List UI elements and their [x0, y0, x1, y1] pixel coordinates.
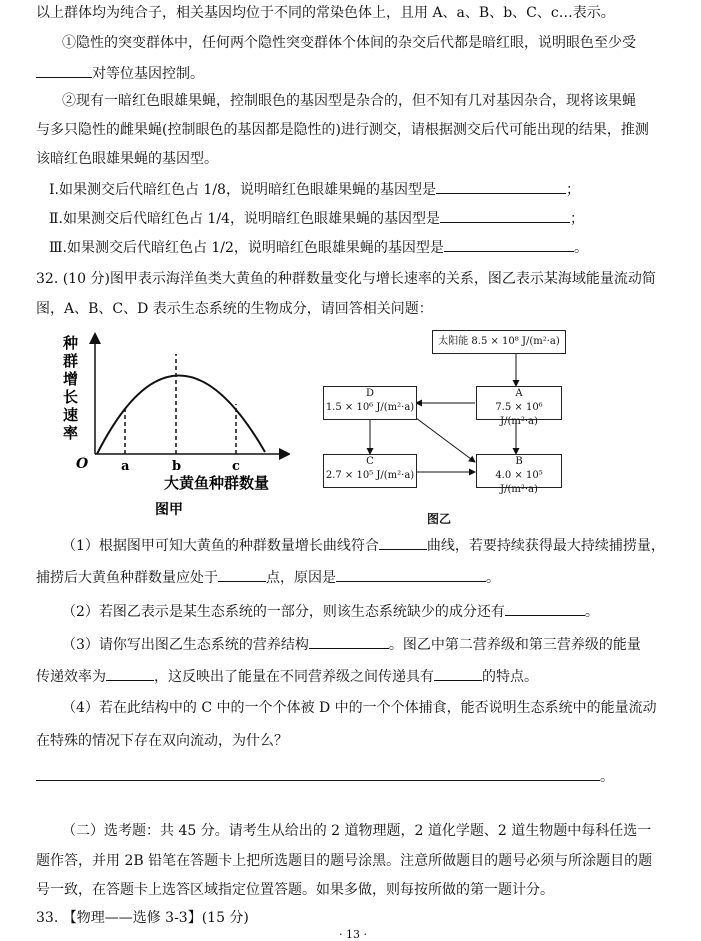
- sub-question-3: 传递效率为 ，这反映出了能量在不同营养级之间传递具有 的特点。: [36, 666, 538, 686]
- box-sun: 太阳能 8.5 × 10⁸ J/(m²·a): [432, 330, 566, 354]
- svg-text:率: 率: [63, 424, 79, 442]
- tick-c: c: [232, 459, 240, 474]
- answer-blank[interactable]: [434, 666, 482, 681]
- figure-jia: [60, 328, 290, 518]
- text-line: 与多只隐性的雌果蝇(控制眼色的基因都是隐性的)进行测交，请根据测交后代可能出现的结果，推测: [36, 122, 649, 138]
- answer-blank[interactable]: [309, 634, 389, 649]
- sub-question-1: （1）根据图甲可知大黄鱼的种群数量增长曲线符合 曲线，若要持续获得最大持续捕捞量，: [62, 535, 665, 555]
- svg-text:速: 速: [63, 406, 79, 424]
- growth-rate-chart: [60, 328, 290, 518]
- text-line: Ⅱ.如果测交后代暗红色占 1/4，说明暗红色眼雄果蝇的基因型是 ；: [49, 208, 584, 228]
- origin-label: O: [76, 456, 89, 472]
- figure-caption: 图甲: [155, 502, 183, 518]
- text-line: Ⅲ.如果测交后代暗红色占 1/2，说明暗红色眼雄果蝇的基因型是 。: [49, 237, 588, 257]
- svg-text:增: 增: [63, 370, 79, 388]
- answer-blank[interactable]: [440, 208, 570, 223]
- box-C: C 2.7 × 10⁵ J/(m²·a): [323, 454, 417, 488]
- page-number: · 13 ·: [339, 928, 367, 941]
- tick-b: b: [172, 459, 182, 474]
- box-D: D 1.5 × 10⁶ J/(m²·a): [323, 386, 417, 420]
- growth-curve: [97, 375, 265, 454]
- section-text: 题作答，并用 2B 铅笔在答题卡上把所选题目的题号涂黑。注意所做题目的题号必须与所涂题目的题: [36, 853, 653, 869]
- sub-question-4: 在特殊的情况下存在双向流动，为什么？: [36, 733, 288, 749]
- box-A: A 7.5 × 10⁶ J/(m²·a): [476, 386, 562, 420]
- section-text: 号一致，在答题卡上选答区域指定位置答题。如果多做，则每按所做的第一题计分。: [36, 882, 554, 898]
- question-32-stem: 32. (10 分)图甲表示海洋鱼类大黄鱼的种群数量变化与增长速率的关系，图乙表示某海域能量流动简: [36, 271, 656, 287]
- answer-blank[interactable]: [336, 567, 486, 582]
- answer-blank[interactable]: [505, 601, 585, 616]
- sub-question-2: （2）若图乙表示是某生态系统的一部分，则该生态系统缺少的成分还有 。: [62, 601, 599, 621]
- answer-blank[interactable]: [444, 237, 574, 252]
- question-33-heading: 33. 【物理——选修 3-3】(15 分): [36, 910, 249, 926]
- answer-blank[interactable]: [36, 766, 600, 781]
- question-32-stem: 图，A、B、C、D 表示生态系统的生物成分，请回答相关问题：: [36, 301, 433, 317]
- text-line: 对等位基因控制。: [36, 63, 204, 83]
- answer-blank[interactable]: [379, 535, 427, 550]
- figure-caption: 图乙: [427, 512, 452, 526]
- x-axis-label: 大黄鱼种群数量: [164, 474, 270, 492]
- sub-question-4-answer: 。: [36, 766, 614, 786]
- sub-question-3: （3）请你写出图乙生态系统的营养结构 。图乙中第二营养级和第三营养级的能量: [62, 634, 641, 654]
- text-line: Ⅰ.如果测交后代暗红色占 1/8，说明暗红色眼雄果蝇的基因型是 ；: [49, 179, 580, 199]
- figure-yi: [320, 328, 570, 528]
- svg-text:种: 种: [63, 334, 79, 352]
- sub-question-4: （4）若在此结构中的 C 中的一个个体被 D 中的一个个体捕食，能否说明生态系统中的能量流动: [62, 700, 657, 716]
- answer-blank[interactable]: [436, 179, 566, 194]
- y-axis-label: [62, 334, 78, 442]
- svg-text:长: 长: [63, 388, 79, 406]
- box-B: B 4.0 × 10⁵ J/(m²·a): [476, 454, 562, 488]
- section-text: （二）选考题：共 45 分。请考生从给出的 2 道物理题，2 道化学题、2 道生物题中每科任选一: [62, 823, 652, 839]
- sub-question-1: 捕捞后大黄鱼种群数量应处于 点，原因是 。: [36, 567, 500, 587]
- svg-text:群: 群: [63, 352, 79, 370]
- answer-blank[interactable]: [218, 567, 266, 582]
- tick-a: a: [121, 459, 130, 474]
- text-line: ②现有一暗红色眼雄果蝇，控制眼色的基因型是杂合的，但不知有几对基因杂合，现将该果蝇: [62, 93, 636, 109]
- text-line: 该暗红色眼雄果蝇的基因型。: [36, 151, 218, 167]
- text-line: ①隐性的突变群体中，任何两个隐性突变群体个体间的杂交后代都是暗红眼，说明眼色至少受: [62, 35, 636, 51]
- answer-blank[interactable]: [106, 666, 154, 681]
- text-line: 以上群体均为纯合子，相关基因均位于不同的常染色体上，且用 A、a、B、b、C、c…表示。: [36, 5, 615, 21]
- answer-blank[interactable]: [36, 63, 92, 78]
